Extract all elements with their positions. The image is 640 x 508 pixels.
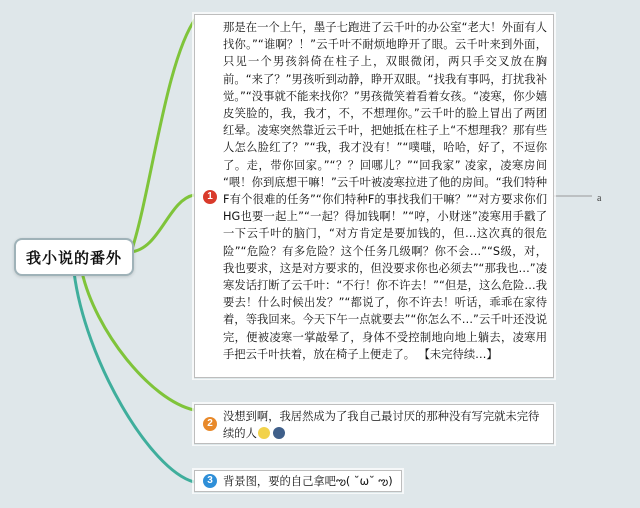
branch-connector-2 (82, 272, 194, 410)
background-image-node[interactable]: 背景图，要的自己拿吧ఌ( ˘ω˘ ఌ) (194, 470, 402, 492)
priority-badge-3: 3 (203, 474, 217, 488)
root-node-title[interactable]: 我小说的番外 (14, 238, 134, 276)
story-text-node[interactable]: 那是在一个上午，墨子七跑进了云千叶的办公室“老大！外面有人找你。”“谁啊？！”云千叶不耐烦地睁开了眼。云千叶来到外面，只见一个男孩斜倚在柱子上，双眼微闭，两只手交叉放在胸前。“来了？”男孩听到动静，睁开双眼。“找我有事吗，打扰我补觉。”“没事就不能来找你？”男孩微笑着看着女孩。“凌寒，你少嬉皮笑脸的，我，我才，不，不想理你。”云千叶的脸上冒出了两团红晕。凌寒突然靠近云千叶，把她抵在柱子上“不想理我？那有些人怎么脸红了？”“我，我才没有！”“噗嗤，哈哈，好了，不逗你了。走，带你回家。”“？？回哪儿？”“回我家” 凌家，凌寒房间 “喂！你到底想干嘛！”云千叶被凌寒拉进了他的房间。“我们特种F有个很难的任务”“你们特种F的事找我们干嘛？”“对方要求你们HG也要一起上”“一起？得加钱啊！”“哼，小财迷”凌寒用手戳了一下云千叶的脑门，“对方肯定是要加钱的，但…这次真的很危险”“危险？有多危险？这个任务几级啊？你不会…”“S级，对，我也要求，这是对方要求的，但没要求你也必须去”“那我也…”凌寒发话打断了云千叶：“不行！你不许去！”“但是，这么危险…我要去！什么时候出发？”“都说了，你不许去！听话，乖乖在家待着，等我回来。今天下午一点就要去”“你怎么不…”云千叶还没说完，便被凌寒一掌敲晕了，身体不受控制地向地上躺去，凌寒用手把云千叶扶着，放在椅子上便走了。 【未完待续…】 (194, 14, 554, 378)
author-note-text: 没想到啊，我居然成为了我自己最讨厌的那种没有写完就未完待续的人 (223, 410, 540, 441)
branch-connector-1b (130, 18, 196, 255)
smiley-face-emoji-icon (258, 427, 270, 439)
priority-badge-1: 1 (203, 190, 217, 204)
priority-badge-2: 2 (203, 417, 217, 431)
side-label: a (597, 193, 602, 204)
author-note-node[interactable] (194, 404, 554, 444)
globe-emoji-icon (273, 427, 285, 439)
